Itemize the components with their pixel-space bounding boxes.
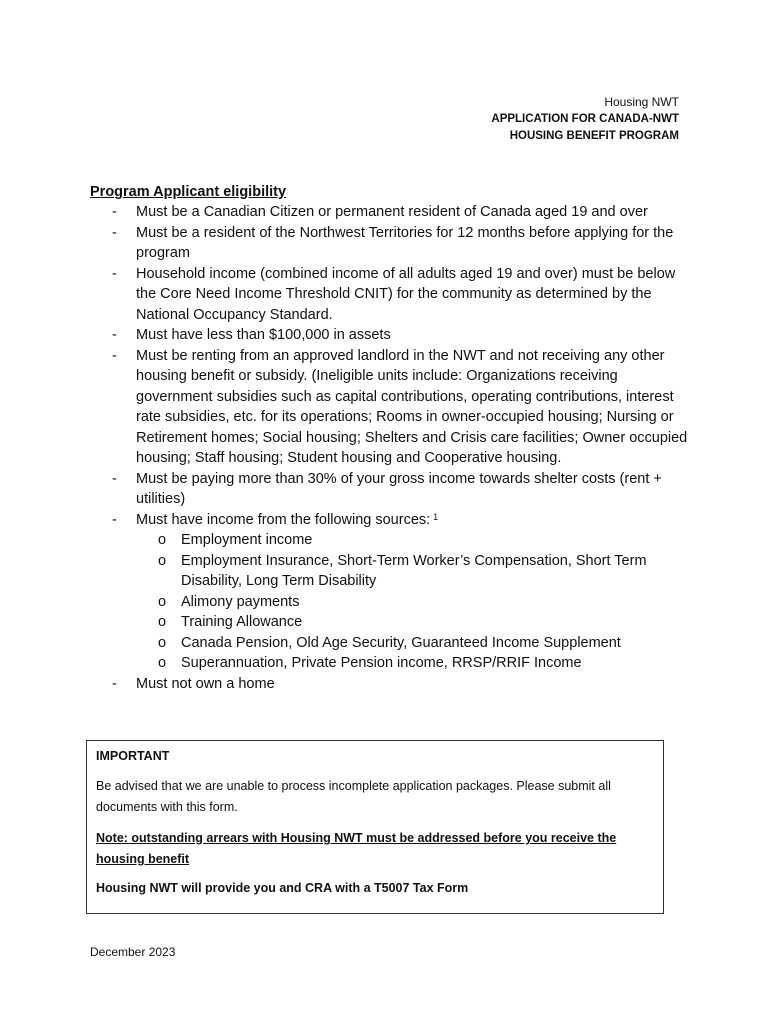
dash-bullet: - [112, 511, 117, 528]
eligibility-item-text: Must be paying more than 30% of your gross income towards shelter costs (rent + utilities) [136, 470, 662, 507]
dash-bullet: - [112, 204, 117, 220]
dash-bullet: - [112, 470, 117, 487]
arrears-note: Note: outstanding arrears with Housing NWT must be addressed before you receive the housing benefit [96, 831, 617, 866]
eligibility-item-text: Must not own a home [136, 675, 275, 692]
form-title-line-2: HOUSING BENEFIT PROGRAM [509, 130, 679, 142]
circle-bullet: o [158, 614, 167, 630]
footnote-marker: 1 [433, 511, 439, 522]
document-date: December 2023 [90, 945, 176, 959]
income-source-text: Alimony payments [181, 593, 300, 610]
income-source-text: Canada Pension, Old Age Security, Guaranteed Income Supplement [181, 634, 621, 651]
eligibility-item [90, 264, 690, 326]
dash-bullet: - [112, 675, 117, 692]
income-source-text: Training Allowance [181, 614, 303, 630]
dash-bullet: - [112, 224, 117, 241]
eligibility-item [90, 223, 690, 264]
circle-bullet: o [158, 532, 167, 548]
important-heading: IMPORTANT [96, 749, 170, 763]
income-source-item [136, 551, 690, 592]
document-header [491, 94, 679, 145]
incomplete-application-advisory: Be advised that we are unable to process incomplete application packages. Please submit all documents with this form. [96, 779, 611, 814]
income-sources-list [136, 530, 690, 674]
income-source-item [136, 530, 690, 551]
eligibility-item-text: Household income (combined income of all adults aged 19 and over) must be below the Core Need Income Threshold CNIT) for the community as determined by the National Occupancy Standard. [136, 265, 676, 323]
income-source-item [136, 653, 690, 674]
eligibility-item [90, 469, 690, 510]
tax-form-notice: Housing NWT will provide you and CRA with a T5007 Tax Form [96, 881, 469, 895]
eligibility-item [90, 346, 690, 469]
dash-bullet: - [112, 327, 117, 343]
income-source-item [136, 633, 690, 654]
eligibility-item [90, 325, 690, 346]
circle-bullet: o [158, 634, 167, 651]
circle-bullet: o [158, 655, 167, 671]
eligibility-section [90, 182, 690, 694]
circle-bullet: o [158, 593, 167, 610]
eligibility-list [90, 202, 690, 694]
eligibility-item [90, 202, 690, 223]
eligibility-title: Program Applicant eligibility [90, 184, 287, 200]
income-source-item [136, 592, 690, 613]
eligibility-item-text: Must be a resident of the Northwest Territories for 12 months before applying for the program [136, 224, 674, 261]
important-notice-box [86, 740, 664, 914]
income-source-text: Employment income [181, 532, 313, 548]
eligibility-item [90, 674, 690, 695]
circle-bullet: o [158, 552, 167, 569]
eligibility-item [90, 510, 690, 674]
income-source-text: Superannuation, Private Pension income, RRSP/RRIF Income [181, 655, 582, 671]
eligibility-item-text: Must be a Canadian Citizen or permanent resident of Canada aged 19 and over [136, 204, 648, 220]
eligibility-item-text: Must have income from the following sources: [136, 511, 431, 528]
dash-bullet: - [112, 265, 117, 282]
income-source-item [136, 612, 690, 633]
dash-bullet: - [112, 347, 117, 364]
income-source-text: Employment Insurance, Short-Term Worker’s Compensation, Short Term Disability, Long Term Disability [181, 552, 647, 589]
eligibility-item-text: Must have less than $100,000 in assets [136, 327, 391, 343]
organization-name: Housing NWT [604, 95, 679, 109]
form-title-line-1: APPLICATION FOR CANADA-NWT [491, 113, 679, 125]
eligibility-item-text: Must be renting from an approved landlord in the NWT and not receiving any other housing benefit or subsidy. (Ineligible units include: Organizations receiving government subsidies such as capital contributions, operating contributions, interest rate subsidies, etc. for its operations; Rooms in owner-occupied housing; Nursing or Retirement homes; Social housing; Shelters and Crisis care facilities; Owner occupied housing; Staff housing; Student housing and Cooperative housing. [136, 347, 688, 466]
